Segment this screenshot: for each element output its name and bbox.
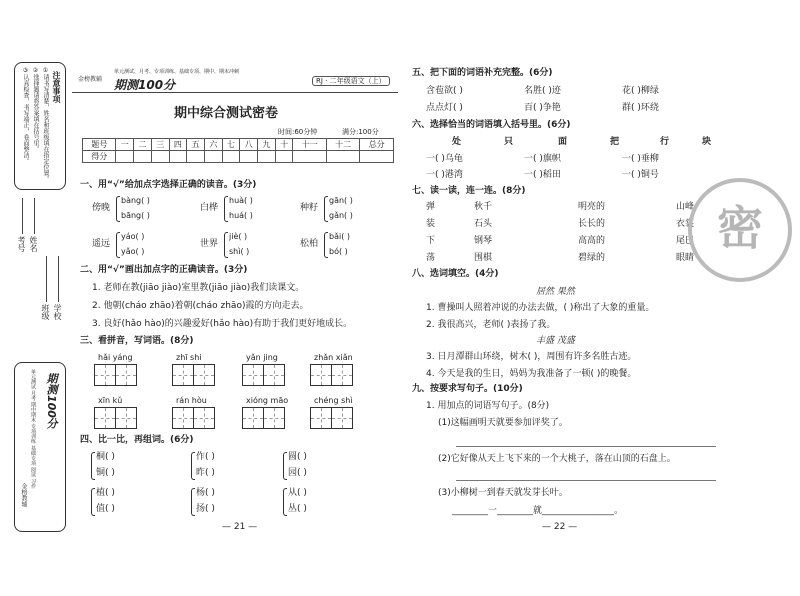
exam-title: 期中综合测试密卷 (174, 106, 279, 121)
score-cell[interactable] (116, 151, 134, 163)
name-field-label: 姓名 (29, 236, 38, 252)
section-8-title: 八、选词填空。(4分) (412, 269, 499, 279)
score-cell[interactable] (187, 151, 205, 163)
s6-option: 行 (660, 137, 670, 147)
s1-brace (224, 196, 228, 222)
exam-full-score: 满分:100分 (342, 128, 379, 136)
s6-r1-c: 一( )垂柳 (622, 154, 659, 164)
score-header-cell: 十二 (326, 139, 359, 151)
sidebar-brand-subtitle: 单元测试 月考 期中期末 专项训练 基础专项 阅读 习作 (30, 369, 36, 489)
s7-col2-item[interactable]: 石头 (474, 219, 493, 229)
s3-writing-box[interactable] (263, 407, 285, 429)
s1-word: 种籽 (300, 203, 319, 213)
s4-word-pair[interactable]: 从( ) (288, 488, 307, 498)
score-header-cell: 六 (204, 139, 222, 151)
s7-col2-item[interactable]: 钢琴 (474, 236, 493, 246)
s5-r2-a: 点点灯( ) (426, 103, 463, 113)
s7-col1-item[interactable]: 下 (426, 236, 436, 246)
secret-stamp: 密 (688, 178, 792, 282)
s4-brace (91, 452, 95, 480)
s9-q1c: (3)小柳树一到春天就发芽长叶。 (438, 488, 568, 498)
s1-brace (324, 232, 328, 258)
class-field-line[interactable] (46, 256, 47, 302)
s8-word-choices-1: 居然 果然 (536, 287, 575, 297)
brand-logo: 金榜教辅 (78, 76, 103, 83)
section-2-title: 二、用“√”画出加点字的正确读音。(3分) (80, 265, 248, 275)
s7-col3-item[interactable]: 碧绿的 (578, 253, 606, 263)
exam-time: 时间:60分钟 (278, 128, 318, 136)
exam-number-line[interactable] (22, 198, 23, 234)
score-cell[interactable] (222, 151, 240, 163)
s6-r2-b: 一( )稻田 (524, 170, 561, 180)
instruction-1: ①请书写清楚，姓名和班级填在指定位置。 (42, 67, 49, 182)
s7-col3-item[interactable]: 明亮的 (578, 202, 606, 212)
s6-option: 处 (452, 137, 462, 147)
s4-brace (283, 488, 287, 516)
s5-r2-b: 百( )争艳 (524, 103, 561, 113)
page-number-right: — 22 — (542, 522, 578, 532)
score-cell[interactable] (151, 151, 169, 163)
school-field-line[interactable] (58, 256, 59, 302)
score-cell[interactable] (169, 151, 187, 163)
score-cell[interactable] (326, 151, 359, 163)
score-header-cell: 七 (222, 139, 240, 151)
s1-word: 松柏 (300, 239, 319, 249)
score-header-cell: 二 (134, 139, 152, 151)
s4-brace (283, 452, 287, 480)
s7-col2-item[interactable]: 围棋 (474, 253, 493, 263)
s7-col4-item[interactable]: 眼睛 (676, 253, 695, 263)
s3-writing-box[interactable] (172, 364, 194, 386)
s7-col4-item[interactable]: 山峰 (676, 202, 695, 212)
score-header-cell: 一 (116, 139, 134, 151)
left-page (72, 62, 398, 532)
page-number-left: — 21 — (222, 522, 258, 532)
s4-word-pair[interactable]: 铜( ) (96, 468, 115, 478)
section-6-title: 六、选择恰当的词语填入括号里。(6分) (412, 120, 571, 130)
s7-col4-item[interactable]: 尾巴 (676, 236, 695, 246)
s4-brace (191, 488, 195, 516)
score-row-label: 得分 (83, 151, 116, 163)
s3-writing-box[interactable] (115, 407, 137, 429)
section-2-line-3: 3. 良好(hǎo hào)的兴趣爱好(hǎo hào)有助于我们更好地成长。 (92, 319, 353, 329)
s3-writing-box[interactable] (331, 364, 353, 386)
section-9-title: 九、按要求写句子。(10分) (412, 384, 523, 394)
s1-option-b[interactable]: bāng( ) (121, 211, 150, 220)
score-header-cell: 题号 (83, 139, 116, 151)
s1-brace (324, 196, 328, 222)
s3-writing-box[interactable] (115, 364, 137, 386)
s4-brace (191, 452, 195, 480)
instructions-box (14, 62, 66, 190)
s3-pinyin: zhī shi (176, 353, 202, 362)
s1-word: 遥远 (92, 239, 111, 249)
student-info-fields (14, 196, 64, 346)
section-1-title: 一、用“√”给加点字选择正确的读音。(3分) (80, 180, 257, 190)
s1-brace (224, 232, 228, 258)
s6-option: 块 (702, 137, 712, 147)
score-cell[interactable] (275, 151, 293, 163)
s4-word-pair[interactable]: 值( ) (96, 504, 115, 514)
s1-option-b[interactable]: huá( ) (229, 211, 253, 220)
s6-r2-c: 一( )铜号 (622, 170, 659, 180)
s3-writing-box[interactable] (310, 364, 332, 386)
s8-line-4: 4. 今天是我的生日，妈妈为我准备了一顿( )的晚餐。 (426, 369, 637, 379)
s9-q1a: (1)这幅画明天就要参加评奖了。 (438, 418, 568, 428)
s3-writing-box[interactable] (94, 364, 116, 386)
s3-pinyin: xióng māo (246, 396, 289, 405)
s9-q1b: (2)它好像从天上飞下来的一个大桃子，落在山顶的石盘上。 (438, 454, 676, 464)
s1-word: 傍晚 (92, 203, 111, 213)
score-header-cell: 八 (240, 139, 258, 151)
s4-word-pair[interactable]: 作( ) (196, 452, 215, 462)
s1-word: 世界 (200, 239, 219, 249)
s7-col3-item[interactable]: 长长的 (578, 219, 606, 229)
score-input-row (83, 151, 394, 163)
s9-q1b-answer-line[interactable] (456, 480, 716, 481)
s3-pinyin: rán hòu (176, 396, 207, 405)
score-header-cell: 总分 (360, 139, 394, 151)
s4-word-pair[interactable]: 杨( ) (196, 488, 215, 498)
s1-option-a[interactable]: bàng( ) (121, 196, 150, 205)
s1-option-a[interactable]: bǎi( ) (329, 232, 350, 241)
header-tagline: 单元测试、月考、专项训练、基础专项、期中、期末冲刺 (114, 69, 240, 75)
s1-option-b[interactable]: shì( ) (229, 247, 250, 256)
exam-number-label: 考号 (17, 236, 26, 252)
name-field-line[interactable] (34, 198, 35, 234)
s3-pinyin: yǎn jing (246, 353, 278, 362)
score-cell[interactable] (134, 151, 152, 163)
s7-col2-item[interactable]: 秋千 (474, 202, 493, 212)
s4-word-pair[interactable]: 丛( ) (288, 504, 307, 514)
s4-word-pair[interactable]: 扬( ) (196, 504, 215, 514)
instruction-2: ②选择题请将答案填在括号里。 (32, 67, 39, 152)
s3-writing-box[interactable] (310, 407, 332, 429)
s3-writing-box[interactable] (242, 364, 264, 386)
s1-option-a[interactable]: huà( ) (229, 196, 253, 205)
s7-col3-item[interactable]: 高高的 (578, 236, 606, 246)
s5-r1-a: 含苞欲( ) (426, 86, 463, 96)
sidebar-brand-box (14, 362, 66, 532)
s1-option-a[interactable]: jiè( ) (229, 232, 248, 241)
score-header-cell: 十一 (293, 139, 326, 151)
score-cell[interactable] (360, 151, 394, 163)
s6-r1-a: 一( )乌龟 (426, 154, 463, 164)
s4-brace (91, 488, 95, 516)
instructions-title: 注意事项 (52, 71, 61, 103)
s3-writing-box[interactable] (263, 364, 285, 386)
brand-title: 期测100分 (114, 78, 176, 92)
s4-word-pair[interactable]: 桐( ) (96, 452, 115, 462)
s4-word-pair[interactable]: 圆( ) (288, 452, 307, 462)
s7-col1-item[interactable]: 弹 (426, 202, 436, 212)
s3-writing-box[interactable] (242, 407, 264, 429)
score-header-cell: 四 (169, 139, 187, 151)
s8-line-1: 1. 曹操叫人照着冲说的办法去做，( )称出了大象的重量。 (426, 303, 655, 313)
s5-r1-b: 名胜( )迹 (524, 86, 561, 96)
s3-writing-box[interactable] (193, 364, 215, 386)
s5-r2-c: 群( )环绕 (622, 103, 659, 113)
score-cell[interactable] (240, 151, 258, 163)
score-cell[interactable] (293, 151, 326, 163)
s3-pinyin: hǎi yáng (98, 353, 133, 362)
s3-writing-box[interactable] (172, 407, 194, 429)
s6-option: 把 (610, 137, 620, 147)
s1-option-b[interactable]: yǎo( ) (121, 247, 145, 256)
s1-option-b[interactable]: bó( ) (329, 247, 348, 256)
s4-word-pair[interactable]: 园( ) (288, 468, 307, 478)
score-header-row (83, 139, 394, 151)
school-field-label: 学校 (53, 304, 62, 320)
s5-r1-c: 花( )柳绿 (622, 86, 659, 96)
section-3-title: 三、看拼音，写词语。(8分) (80, 336, 194, 346)
s7-col1-item[interactable]: 装 (426, 219, 436, 229)
score-cell[interactable] (258, 151, 276, 163)
sidebar-brand-title: 期测100分 (45, 373, 58, 429)
section-5-title: 五、把下面的词语补充完整。(6分) (412, 68, 553, 78)
section-2-line-2: 2. 他朝(cháo zhāo)着朝(cháo zhāo)霞的方向走去。 (92, 301, 309, 311)
s9-fill-template[interactable]: ________一________就________________。 (452, 506, 624, 516)
instruction-3: ③认真检查，书写端正，卷面整洁。 (22, 67, 29, 164)
score-table (82, 138, 394, 163)
s6-r2-a: 一( )港湾 (426, 170, 463, 180)
s6-option: 面 (558, 137, 568, 147)
s3-pinyin: zhǎn xiǎn (314, 353, 353, 362)
s7-col1-item[interactable]: 荡 (426, 253, 436, 263)
section-7-title: 七、读一读，连一连。(8分) (412, 186, 526, 196)
sidebar-publisher: 金榜教辅 (20, 483, 27, 507)
score-header-cell: 九 (258, 139, 276, 151)
s8-line-2: 2. 我很高兴，老师( )表扬了我。 (426, 320, 556, 330)
s1-option-a[interactable]: yáo( ) (121, 232, 145, 241)
s4-word-pair[interactable]: 植( ) (96, 488, 115, 498)
s3-pinyin: xīn kǔ (98, 396, 123, 405)
s8-line-3: 3. 日月潭群山环绕，树木( )，周围有许多名胜古迹。 (426, 352, 637, 362)
score-header-cell: 五 (187, 139, 205, 151)
score-header-cell: 三 (151, 139, 169, 151)
score-cell[interactable] (204, 151, 222, 163)
s3-writing-box[interactable] (193, 407, 215, 429)
s1-option-b[interactable]: gǎn( ) (329, 211, 353, 220)
s6-option: 只 (504, 137, 514, 147)
section-2-line-1: 1. 老师在教(jiāo jiào)室里教(jiāo jiào)我们读课文。 (92, 283, 305, 293)
s3-pinyin: chéng shì (314, 396, 353, 405)
s4-word-pair[interactable]: 昨( ) (196, 468, 215, 478)
s1-brace (116, 232, 120, 258)
s6-r1-b: 一( )旗帜 (524, 154, 561, 164)
class-field-label: 班级 (41, 304, 50, 320)
s3-writing-box[interactable] (94, 407, 116, 429)
s3-writing-box[interactable] (331, 407, 353, 429)
s8-word-choices-2: 丰盛 茂盛 (536, 336, 575, 346)
s9-q1: 1. 用加点的词语写句子。(8分) (426, 401, 550, 411)
s9-q1a-answer-line[interactable] (456, 446, 716, 447)
section-4-title: 四、比一比，再组词。(6分) (80, 435, 194, 445)
score-header-cell: 十 (275, 139, 293, 151)
s1-word: 白桦 (200, 203, 219, 213)
s1-brace (116, 196, 120, 222)
edition-label: RJ · 二年级语文（上） (312, 76, 390, 86)
binding-sidebar (10, 62, 68, 532)
s1-option-a[interactable]: gān( ) (329, 196, 353, 205)
header-rule (72, 92, 398, 93)
s7-col4-item[interactable]: 衣裳 (676, 219, 695, 229)
